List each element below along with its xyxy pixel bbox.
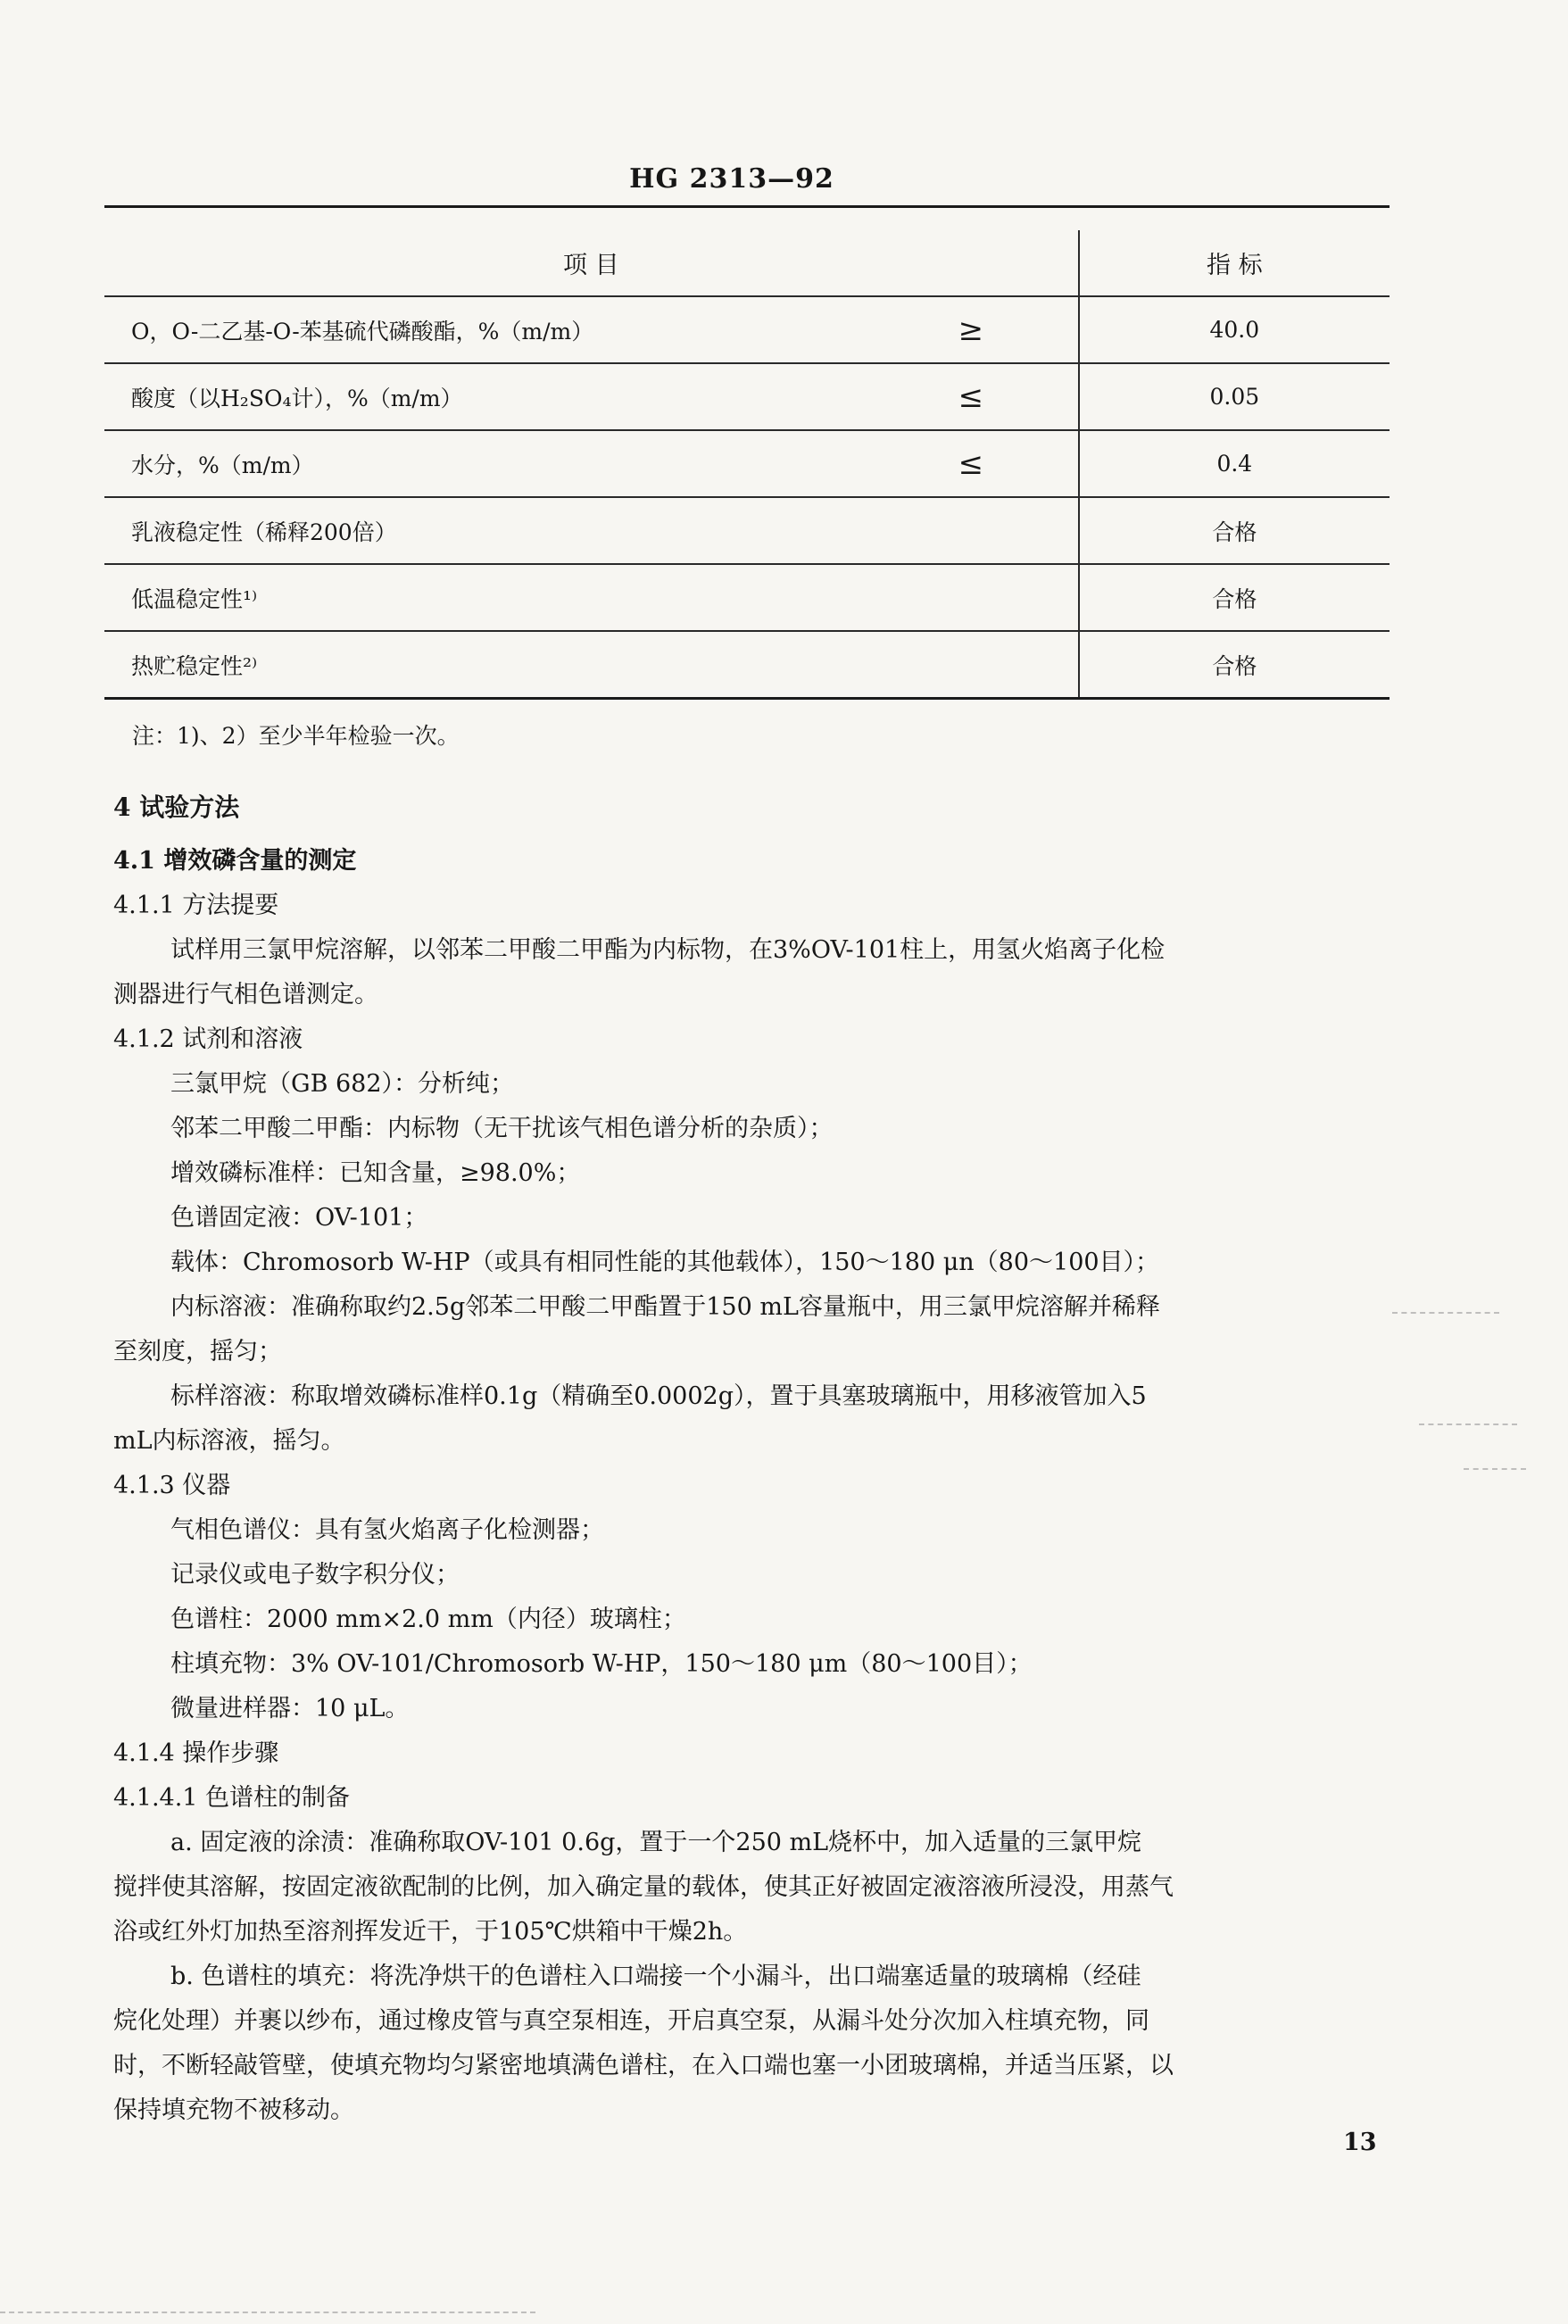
row-symbol: ≥ bbox=[958, 311, 984, 348]
table-row bbox=[104, 430, 1390, 497]
list-item-continued: 至刻度，摇匀； bbox=[113, 1338, 282, 1365]
row-value: 0.05 bbox=[1079, 363, 1390, 430]
row-value: 合格 bbox=[1079, 564, 1390, 631]
list-item: 载体：Chromosorb W-HP（或具有相同性能的其他载体），150～180 μn（80～100目）； bbox=[170, 1249, 1160, 1276]
scan-artifact bbox=[1464, 1468, 1526, 1470]
standard-number-header: HG 2313—92 bbox=[629, 163, 834, 195]
paragraph-line: 试样用三氯甲烷溶解，以邻苯二甲酸二甲酯为内标物，在3%OV-101柱上，用氢火焰离子化检 bbox=[170, 936, 1166, 964]
subsection-heading: 4.1.4.1 色谱柱的制备 bbox=[113, 1784, 351, 1812]
table-note: 注：1)、2）至少半年检验一次。 bbox=[132, 723, 460, 749]
table-header-row bbox=[104, 230, 1390, 296]
subsection-heading: 4.1.2 试剂和溶液 bbox=[113, 1025, 303, 1053]
list-item: 标样溶液：称取增效磷标准样0.1g（精确至0.0002g），置于具塞玻璃瓶中，用移液管加入5 bbox=[170, 1382, 1147, 1410]
row-value: 0.4 bbox=[1079, 430, 1390, 497]
list-item: 微量进样器：10 μL。 bbox=[170, 1695, 410, 1722]
list-item: 柱填充物：3% OV-101/Chromosorb W-HP，150～180 μm（80～100目）； bbox=[170, 1650, 1033, 1678]
scan-artifact bbox=[1392, 1312, 1499, 1314]
list-item: 增效磷标准样：已知含量，≥98.0%； bbox=[170, 1159, 581, 1187]
row-value: 合格 bbox=[1079, 631, 1390, 699]
table-row bbox=[104, 296, 1390, 363]
paragraph-line: 保持填充物不被移动。 bbox=[113, 2096, 354, 2124]
list-item: 邻苯二甲酸二甲酯：内标物（无干扰该气相色谱分析的杂质）； bbox=[170, 1115, 834, 1142]
paragraph-line: 时，不断轻敲管壁，使填充物均匀紧密地填满色谱柱，在入口端也塞一小团玻璃棉，并适当压紧，以 bbox=[113, 2052, 1174, 2079]
header-value-cell: 指 标 bbox=[1079, 230, 1390, 296]
row-symbol bbox=[864, 564, 1078, 631]
list-item: 色谱柱：2000 mm×2.0 mm（内径）玻璃柱； bbox=[170, 1606, 686, 1633]
subsection-heading: 4.1.1 方法提要 bbox=[113, 892, 279, 919]
table-row bbox=[104, 363, 1390, 430]
paragraph-line: 烷化处理）并裹以纱布，通过橡皮管与真空泵相连，开启真空泵，从漏斗处分次加入柱填充物，同 bbox=[113, 2007, 1149, 2035]
row-item: 乳液稳定性（稀释200倍） bbox=[131, 519, 397, 545]
row-item: 低温稳定性¹⁾ bbox=[131, 585, 258, 612]
table-row bbox=[104, 631, 1390, 699]
section-heading: 4 试验方法 bbox=[113, 793, 240, 822]
scan-artifact bbox=[1419, 1423, 1517, 1425]
table-row bbox=[104, 564, 1390, 631]
page-number: 13 bbox=[1343, 2129, 1377, 2156]
row-item: O，O-二乙基-O-苯基硫代磷酸酯，%（m/m） bbox=[131, 318, 594, 344]
row-value: 40.0 bbox=[1079, 296, 1390, 363]
row-symbol: ≤ bbox=[958, 445, 984, 482]
row-item: 热贮稳定性²⁾ bbox=[131, 652, 258, 679]
list-item: 色谱固定液：OV-101； bbox=[170, 1204, 428, 1232]
subsection-heading: 4.1.3 仪器 bbox=[113, 1472, 231, 1499]
row-symbol bbox=[864, 631, 1078, 699]
list-item: 气相色谱仪：具有氢火焰离子化检测器； bbox=[170, 1516, 604, 1544]
paragraph-line: 搅拌使其溶解，按固定液欲配制的比例，加入确定量的载体，使其正好被固定液溶液所浸没，用蒸气 bbox=[113, 1873, 1174, 1901]
section-heading: 4.1 增效磷含量的测定 bbox=[113, 847, 357, 875]
scan-artifact bbox=[0, 2312, 535, 2313]
paragraph-line: 浴或红外灯加热至溶剂挥发近干，于105℃烘箱中干燥2h。 bbox=[113, 1918, 748, 1946]
paragraph-line: b. 色谱柱的填充：将洗净烘干的色谱柱入口端接一个小漏斗，出口端塞适量的玻璃棉（经硅 bbox=[170, 1963, 1141, 1990]
row-symbol bbox=[864, 497, 1078, 564]
row-item: 酸度（以H₂SO₄计），%（m/m） bbox=[131, 385, 463, 411]
header-rule bbox=[104, 205, 1390, 208]
row-value: 合格 bbox=[1079, 497, 1390, 564]
paragraph-line: a. 固定液的涂渍：准确称取OV-101 0.6g，置于一个250 mL烧杯中，加入适量的三氯甲烷 bbox=[170, 1829, 1142, 1856]
row-symbol: ≤ bbox=[958, 378, 984, 415]
row-item: 水分，%（m/m） bbox=[131, 452, 314, 478]
table-row bbox=[104, 497, 1390, 564]
subsection-heading: 4.1.4 操作步骤 bbox=[113, 1739, 279, 1767]
list-item-continued: mL内标溶液，摇匀。 bbox=[113, 1427, 345, 1455]
header-item-cell: 项 目 bbox=[563, 252, 619, 279]
paragraph-line: 测器进行气相色谱测定。 bbox=[113, 981, 378, 1008]
list-item: 内标溶液：准确称取约2.5g邻苯二甲酸二甲酯置于150 mL容量瓶中，用三氯甲烷溶解并稀释 bbox=[170, 1293, 1160, 1321]
spec-table bbox=[104, 230, 1390, 700]
list-item: 记录仪或电子数字积分仪； bbox=[170, 1561, 460, 1589]
list-item: 三氯甲烷（GB 682）：分析纯； bbox=[170, 1070, 515, 1098]
body-text bbox=[113, 776, 1398, 2133]
